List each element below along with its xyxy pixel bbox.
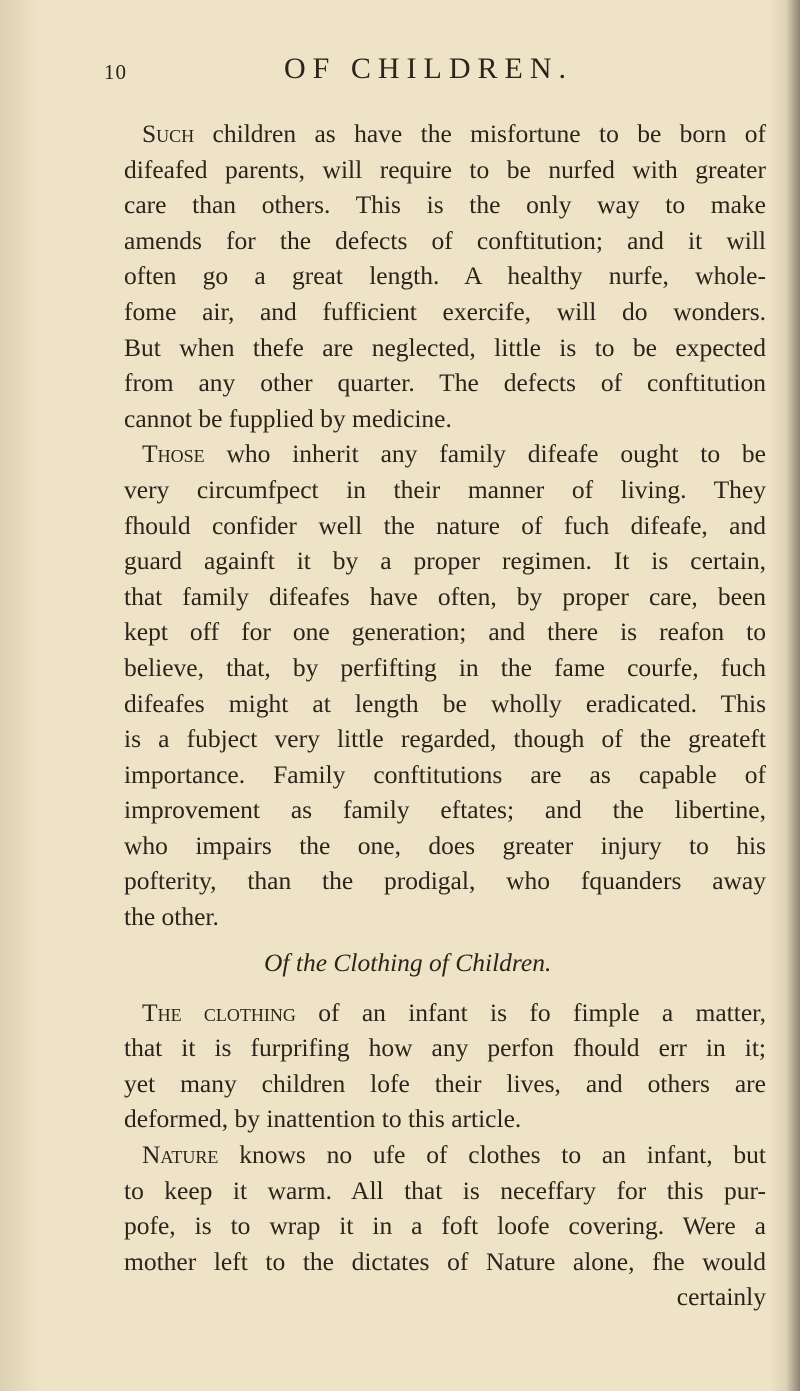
- line-text: knows no ufe of clothes to an infant, but: [218, 1140, 766, 1170]
- text-line: pofterity, than the prodigal, who fquanders away: [124, 866, 766, 896]
- text-line: to keep it warm. All that is neceffary for this pur-: [124, 1175, 766, 1205]
- paragraph: [124, 1137, 766, 1279]
- paragraph-lead-word: The clothing: [142, 997, 296, 1027]
- text-line: [124, 116, 766, 152]
- text-line: But when thefe are neglected, little is to be expected: [124, 332, 766, 362]
- paragraph-lead-word: Those: [142, 439, 205, 469]
- paragraph: [124, 116, 766, 436]
- text-line: [124, 1137, 766, 1173]
- line-text: of an infant is fo fimple a matter,: [295, 997, 766, 1027]
- text-line: who impairs the one, does greater injury to his: [124, 830, 766, 860]
- text-line: that family difeafes have often, by proper care, been: [124, 581, 766, 611]
- section-heading: Of the Clothing of Children.: [264, 947, 552, 977]
- paragraph: [124, 436, 766, 934]
- paragraph-lead-word: Such: [142, 119, 195, 148]
- text-line: difeafed parents, will require to be nurfed with greater: [124, 154, 766, 184]
- text-line: care than others. This is the only way to make: [124, 190, 766, 220]
- text-line: mother left to the dictates of Nature alone, fhe would: [124, 1246, 766, 1276]
- text-line: fhould confider well the nature of fuch difeafe, and: [124, 510, 766, 540]
- page-body: [124, 116, 766, 1315]
- paragraph: [124, 995, 766, 1137]
- text-line: importance. Family conftitutions are as capable of: [124, 759, 766, 789]
- text-line: often go a great length. A healthy nurfe, whole-: [124, 261, 766, 291]
- text-line: very circumfpect in their manner of living. They: [124, 474, 766, 504]
- text-line: [124, 436, 766, 472]
- paragraph-lead-word: Nature: [142, 1140, 219, 1170]
- text-line: cannot be fupplied by medicine.: [124, 403, 452, 433]
- text-line: kept off for one generation; and there is reafon to: [124, 617, 766, 647]
- text-line: difeafes might at length be wholly eradicated. This: [124, 688, 766, 718]
- text-line: improvement as family eftates; and the libertine,: [124, 795, 766, 825]
- text-line: is a fubject very little regarded, though of the greateft: [124, 724, 766, 754]
- text-line: fome air, and fufficient exercife, will do wonders.: [124, 296, 766, 326]
- text-line: [124, 995, 766, 1031]
- page-number: 10: [104, 60, 127, 84]
- text-line: guard againft it by a proper regimen. It is certain,: [124, 546, 766, 576]
- running-head: OF CHILDREN.: [284, 52, 574, 85]
- line-text: who inherit any family difeafe ought to be: [204, 439, 766, 469]
- text-line: amends for the defects of conftitution; and it will: [124, 225, 766, 255]
- text-line: the other.: [124, 902, 219, 932]
- text-line: deformed, by inattention to this article.: [124, 1104, 522, 1134]
- text-line: that it is furprifing how any perfon fhould err in it;: [124, 1033, 766, 1063]
- page-header: [104, 52, 704, 92]
- text-line: pofe, is to wrap it in a foft loofe covering. Were a: [124, 1211, 766, 1241]
- text-line: from any other quarter. The defects of conftitution: [124, 368, 766, 398]
- text-line: yet many children lofe their lives, and others are: [124, 1068, 766, 1098]
- catchword: certainly: [676, 1282, 766, 1312]
- text-line: believe, that, by perfifting in the fame courfe, fuch: [124, 652, 766, 682]
- line-text: children as have the misfortune to be born of: [194, 119, 766, 148]
